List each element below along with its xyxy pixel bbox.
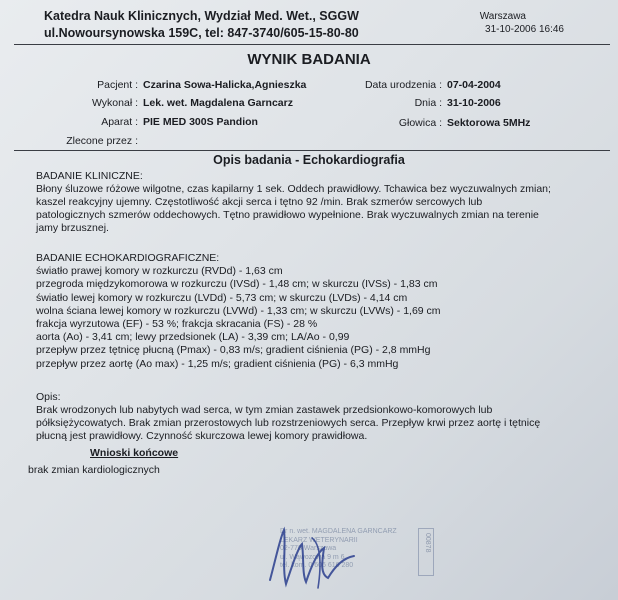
patient-label: Pacjent : bbox=[97, 79, 138, 91]
opis-heading: Opis: bbox=[36, 391, 61, 403]
stamp-number: 00878 bbox=[424, 533, 431, 553]
opis-line: półksiężycowatych. Brak zmian przerostowych lub rozstrzeniowych serca. Przepływ krwi przez aortę i tętnicę bbox=[36, 417, 541, 429]
device-label: Aparat : bbox=[101, 116, 138, 128]
head-value: Sektorowa 5MHz bbox=[447, 117, 531, 129]
stamp-line: 02-776 Warszawa bbox=[280, 545, 337, 552]
echo-line: przepływ przez aortę (Ao max) - 1,25 m/s; gradient ciśnienia (PG) - 6,3 mmHg bbox=[36, 357, 399, 370]
stamp-line: Dr n. wet. MAGDALENA GARNCARZ bbox=[280, 528, 397, 535]
birth-value: 07-04-2004 bbox=[447, 79, 501, 91]
opis-line: płucną jest prawidłowy. Czynność skurczowa lewej komory prawidłowa. bbox=[36, 430, 368, 442]
echo-section bbox=[36, 252, 441, 371]
institution-line2: ul.Nowoursynowska 159C, tel: 847-3740/605-15-80-80 bbox=[44, 26, 359, 40]
date-time: 31-10-2006 16:46 bbox=[485, 24, 564, 35]
device-value: PIE MED 300S Pandion bbox=[143, 116, 258, 128]
opis-section bbox=[36, 391, 540, 443]
echo-line: wolna ściana lewej komory w rozkurczu (LVWd) - 1,33 cm; w skurczu (LVWs) - 1,69 cm bbox=[36, 304, 441, 317]
performed-label: Wykonał : bbox=[91, 97, 138, 109]
echo-line: światło lewej komory w rozkurczu (LVDd) - 5,73 cm; w skurczu (LVDs) - 4,14 cm bbox=[36, 291, 408, 304]
section-divider bbox=[14, 150, 610, 151]
clinical-section bbox=[36, 170, 551, 235]
institution-header bbox=[44, 8, 359, 42]
stamp-line: ul. Wąwozowa 9 m 6 bbox=[280, 553, 345, 561]
day-label: Dnia : bbox=[414, 97, 442, 109]
date-header bbox=[480, 10, 564, 36]
performed-value: Lek. wet. Magdalena Garncarz bbox=[143, 97, 293, 109]
day-value: 31-10-2006 bbox=[447, 97, 501, 109]
echo-line: przegroda międzykomorowa w rozkurczu (IVSd) - 1,48 cm; w skurczu (IVSs) - 1,83 cm bbox=[36, 278, 438, 291]
opis-line: Brak wrodzonych lub nabytych wad serca, w tym zmian zastawek przedsionkowo-komorowych lub bbox=[36, 404, 493, 416]
echo-line: światło prawej komory w rozkurczu (RVDd) - 1,63 cm bbox=[36, 265, 283, 278]
conclusions-heading: Wnioski końcowe bbox=[90, 447, 179, 459]
birth-label: Data urodzenia : bbox=[364, 79, 442, 91]
echo-heading: BADANIE ECHOKARDIOGRAFICZNE: bbox=[36, 252, 220, 264]
clinical-line: Błony śluzowe różowe wilgotne, czas kapilarny 1 sek. Oddech prawidłowy. Tchawica bez wyczuwalnych zmian; bbox=[36, 183, 551, 195]
stamp-line: LEKARZ WETERYNARII bbox=[280, 536, 358, 544]
city-label: Warszawa bbox=[479, 11, 526, 22]
section-title: Opis badania - Echokardiografia bbox=[213, 153, 405, 167]
clinical-line: patologicznych szmerów oddechowych. Tętno prawidłowo wypełnione. Brak wyczuwalnych zmian na terenie bbox=[36, 209, 539, 221]
ordered-label: Zlecone przez : bbox=[66, 135, 138, 147]
echo-line: aorta (Ao) - 3,41 cm; lewy przedsionek (LA) - 3,39 cm; LA/Ao - 0,99 bbox=[36, 331, 350, 344]
conclusions-text: brak zmian kardiologicznych bbox=[28, 464, 160, 476]
clinical-line: kaszel reakcyjny ujemny. Częstotliwość akcji serca i tętno 92 /min. Brak szmerów sercowych lub bbox=[36, 196, 483, 208]
clinical-line: jamy brzusznej. bbox=[36, 222, 109, 234]
header-divider bbox=[14, 44, 610, 45]
head-label: Głowica : bbox=[398, 117, 442, 129]
clinical-heading: BADANIE KLINICZNE: bbox=[36, 170, 143, 182]
signature-icon bbox=[262, 518, 372, 598]
echo-line: przepływ przez tętnicę płucną (Pmax) - 0,83 m/s; gradient ciśnienia (PG) - 2,8 mmHg bbox=[36, 344, 431, 357]
stamp-number-box bbox=[418, 528, 434, 576]
echo-line: frakcja wyrzutowa (EF) - 53 %; frakcja skracania (FS) - 28 % bbox=[36, 318, 318, 331]
patient-value: Czarina Sowa-Halicka,Agnieszka bbox=[143, 79, 307, 91]
page-title: WYNIK BADANIA bbox=[247, 51, 371, 68]
institution-line1: Katedra Nauk Klinicznych, Wydział Med. Wet., SGGW bbox=[44, 9, 359, 23]
stamp-line: tel. kom. 0 606 616 280 bbox=[280, 562, 354, 569]
